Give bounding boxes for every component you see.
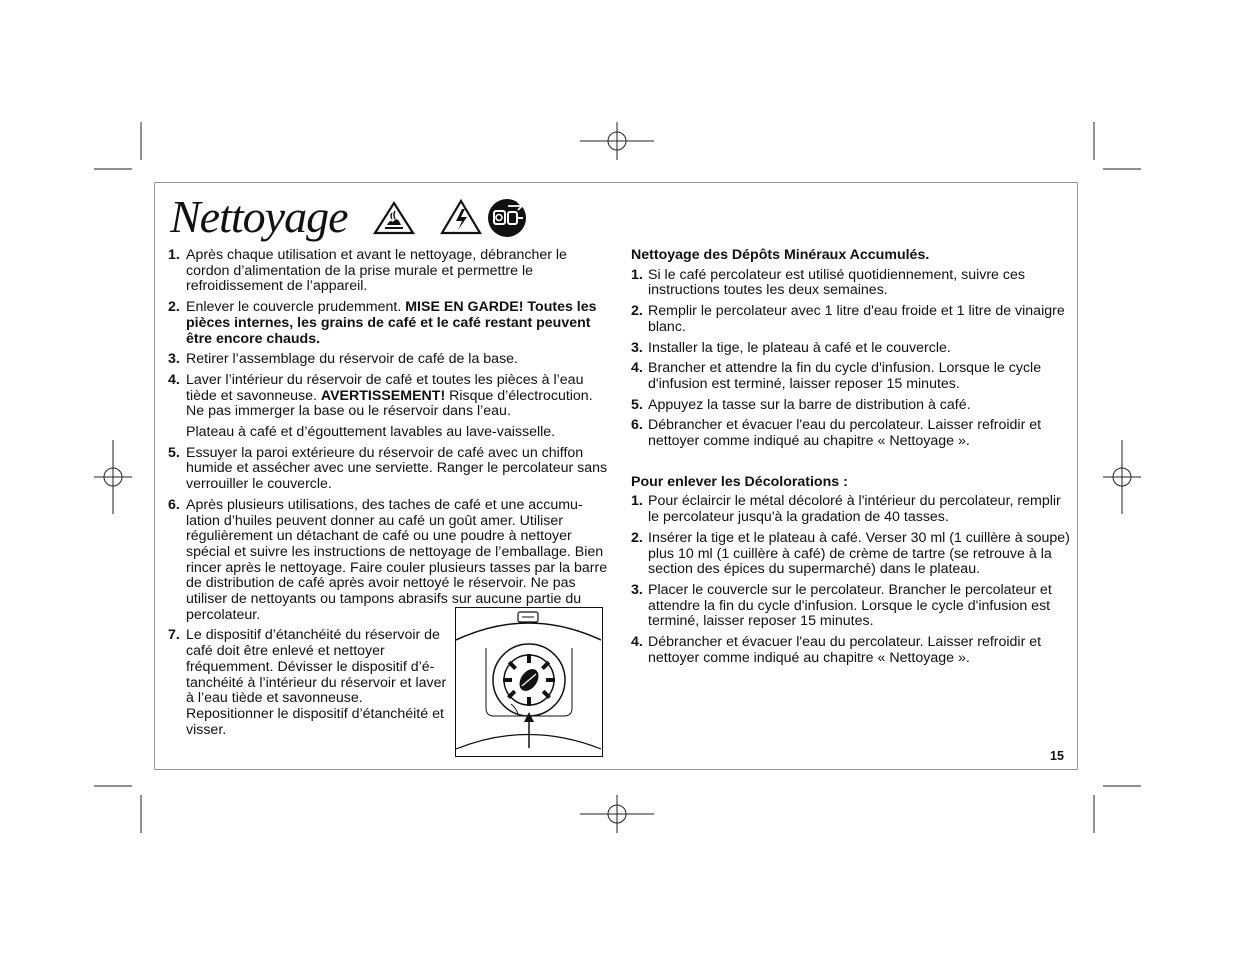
list-item: 1. Après chaque utilisation et avant le nettoyage, débrancher le cordon d’alimentation de la prise murale et permettre le refroidissement de l’appareil.	[168, 247, 567, 295]
section-heading: Nettoyage des Dépôts Minéraux Accumulés.	[631, 247, 930, 263]
list-item: 2. Remplir le percolateur avec 1 litre d'eau froide et 1 litre de vinaigre blanc.	[631, 303, 1065, 335]
list-item: 5. Essuyer la paroi extérieure du réservoir de café avec un chiffon humide et assécher avec une serviette. Ranger le percolateur sans verrouiller le couvercle.	[168, 444, 608, 493]
registration-target-left	[94, 440, 132, 514]
list-item: 2. Insérer la tige et le plateau à café. Verser 30 ml (1 cuillère à soupe) plus 10 ml (1 cuillère à café) de crème de tartre (se retrouve à la section des épices du supermarché) dans le plateau.	[631, 529, 1070, 578]
warning-text: AVERTISSEMENT!	[320, 387, 446, 404]
list-item: 3. Placer le couvercle sur le percolateur. Brancher le percolateur et attendre la fin du cycle d'infusion. Lorsque le cycle d'infusion est terminé, laisser reposer 15 minutes.	[631, 581, 1052, 630]
list-item: 1. Si le café percolateur est utilisé quotidiennement, suivre ces instructions toutes les deux semaines.	[631, 266, 1025, 299]
list-item: 2. Enlever le couvercle prudemment. MISE EN GARDE! Toutes les pièces internes, les grains de café et le café restant peuvent être encore chauds.	[168, 299, 597, 347]
section-spacer	[631, 455, 1071, 475]
electric-shock-warning-icon	[442, 201, 480, 233]
list-item: 3. Retirer l’assemblage du réservoir de café de la base.	[168, 351, 518, 368]
list-item: 4. Brancher et attendre la fin du cycle d'infusion. Lorsque le cycle d'infusion est terminé, laisser reposer 15 minutes.	[631, 360, 1042, 392]
page-number: 15	[1050, 749, 1064, 763]
list-item: 5. Appuyez la tasse sur la barre de distribution à café.	[631, 396, 971, 413]
registration-target-top	[580, 122, 654, 160]
list-item: 3. Installer la tige, le plateau à café et le couvercle.	[631, 339, 951, 356]
reservoir-seal-diagram	[456, 608, 601, 755]
warning-text: MISE EN GARDE! Toutes les pièces internes, les grains de café et le café restant peuvent être encore chauds.	[186, 299, 597, 347]
list-item: 7. Le dispositif d’étanchéité du réservoir de café doit être enlevé et nettoyer fréquemment. Dévisser le dispositif d’étanchéité à l’intérieur du réservoir et laver à l’eau tiède et savonneuse. Repositionner le dispositif d’étanchéité et visser.	[168, 627, 447, 738]
dishwasher-note: Plateau à café et d’égouttement lavables au lave-vaisselle.	[186, 424, 556, 441]
section-heading: Pour enlever les Décolorations :	[631, 473, 848, 490]
registration-target-bottom	[580, 795, 654, 833]
hot-surface-warning-icon	[375, 203, 413, 233]
list-item: 4. Débrancher et évacuer l'eau du percolateur. Laisser refroidir et nettoyer comme indiqué au chapitre « Nettoyage ».	[631, 634, 1042, 666]
list-item: 6. Débrancher et évacuer l'eau du percolateur. Laisser refroidir et nettoyer comme indiqué au chapitre « Nettoyage ».	[631, 417, 1042, 450]
unplug-icon	[488, 199, 526, 237]
list-item: 6. Après plusieurs utilisations, des taches de café et une accumulation d’huiles peuvent donner au café un goût amer. Utiliser régulièrement un détachant de café ou une poudre à nettoyer spécial et suivre les instructions de nettoyage de l’emballage. Bien rincer après le nettoyage. Faire couler plusieurs tasses par la barre de distribution de café après avoir nettoyé le réservoir. Ne pas utiliser de nettoyants ou tampons abrasifs sur aucune partie du percolateur.	[168, 496, 608, 623]
registration-target-right	[1103, 440, 1141, 514]
list-item: 4. Laver l’intérieur du réservoir de café et toutes les pièces à l’eau tiède et savonneuse. AVERTISSEMENT! Risque d’électrocution. Ne pas immerger la base ou le réservoir dans l’eau.	[168, 371, 593, 420]
seal-illustration	[455, 607, 603, 757]
right-column	[631, 248, 1071, 671]
page-title: Nettoyage	[170, 191, 348, 242]
warning-icons	[370, 197, 530, 241]
list-item: 1. Pour éclaircir le métal décoloré à l'intérieur du percolateur, remplir le percolateur jusqu'à la gradation de 40 tasses.	[631, 493, 1061, 526]
